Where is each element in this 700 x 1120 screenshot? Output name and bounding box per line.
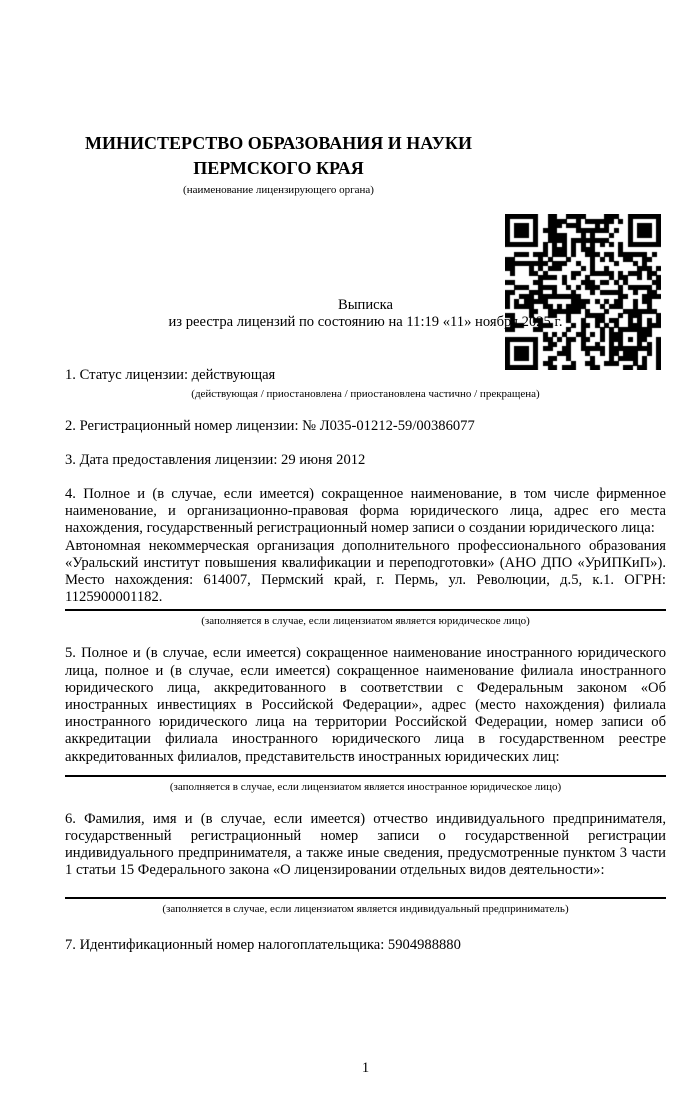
license-grant-date: 3. Дата предоставления лицензии: 29 июня 2012 bbox=[65, 451, 366, 468]
legal-entity-label: 4. Полное и (в случае, если имеется) сокращенное наименование, в том числе фирменное наименование, и организационно-правовая форма юридического лица, адрес его места нахождения, государственный регистрационный номер записи о создании юридического лица: bbox=[65, 486, 666, 537]
foreign-entity-info: 5. Полное и (в случае, если имеется) сокращенное наименование иностранного юридического лица, полное и (в случае, если имеется) сокращенное наименование филиала иностранного юридического лица, аккредитованного в соответствии с Федеральным законом «Об иностранных инвестициях в Российской Федерации», адрес (место нахождения) филиала иностранного юридического лица на территории Российской Федерации, номер записи об аккредитации филиала иностранного юридического лица в государственном реестре аккредитованных филиалов, представительств иностранных юридических лиц: bbox=[65, 645, 666, 765]
entrepreneur-item bbox=[65, 811, 666, 916]
ministry-name-line1: МИНИСТЕРСТВО ОБРАЗОВАНИЯ И НАУКИ bbox=[85, 133, 472, 153]
legal-entity-value: Автономная некоммерческая организация дополнительного профессионального образования «Уральский институт повышения квалификации и переподготовки» (АНО ДПО «УрИПКиП»). Место нахождения: 614007, Пермский край, г. Пермь, ул. Революции, д.5, к.1. ОГРН: 1125900001182. bbox=[65, 537, 666, 606]
license-status-caption: (действующая / приостановлена / приостановлена частично / прекращена) bbox=[191, 387, 540, 400]
entrepreneur-info: 6. Фамилия, имя и (в случае, если имеется) отчество индивидуального предпринимателя, государственный регистрационный номер записи о государственной регистрации индивидуального предпринимателя, а также иные сведения, предусмотренные пунктом 3 части 1 статьи 15 Федерального закона «О лицензировании отдельных видов деятельности»: bbox=[65, 810, 666, 879]
foreign-entity-field-rule bbox=[65, 775, 666, 777]
document-title bbox=[65, 297, 666, 331]
document-title-line2: из реестра лицензий по состоянию на 11:19 «11» ноября 2025 г. bbox=[168, 314, 563, 331]
document-title-line1: Выписка bbox=[338, 297, 393, 313]
document-content bbox=[0, 131, 700, 954]
page-number: 1 bbox=[361, 1060, 370, 1076]
taxpayer-inn: 7. Идентификационный номер налогоплательщика: 5904988880 bbox=[65, 936, 461, 953]
ministry-caption: (наименование лицензирующего органа) bbox=[183, 184, 374, 196]
legal-entity-info bbox=[65, 486, 666, 606]
legal-entity-item bbox=[65, 486, 666, 628]
entrepreneur-caption: (заполняется в случае, если лицензиатом является индивидуальный предприниматель) bbox=[162, 902, 569, 915]
license-status-item bbox=[65, 367, 666, 400]
legal-entity-caption: (заполняется в случае, если лицензиатом является юридическое лицо) bbox=[201, 615, 530, 628]
license-status: 1. Статус лицензии: действующая bbox=[65, 367, 276, 384]
foreign-entity-item bbox=[65, 645, 666, 793]
document-page bbox=[0, 131, 700, 1120]
entrepreneur-field-rule bbox=[65, 897, 666, 899]
license-reg-number: 2. Регистрационный номер лицензии: № Л035-01212-59/00386077 bbox=[65, 417, 475, 434]
foreign-entity-caption: (заполняется в случае, если лицензиатом является иностранное юридическое лицо) bbox=[169, 780, 562, 793]
ministry-name bbox=[65, 131, 492, 181]
ministry-name-line2: ПЕРМСКОГО КРАЯ bbox=[193, 158, 364, 178]
legal-entity-field-rule bbox=[65, 609, 666, 611]
